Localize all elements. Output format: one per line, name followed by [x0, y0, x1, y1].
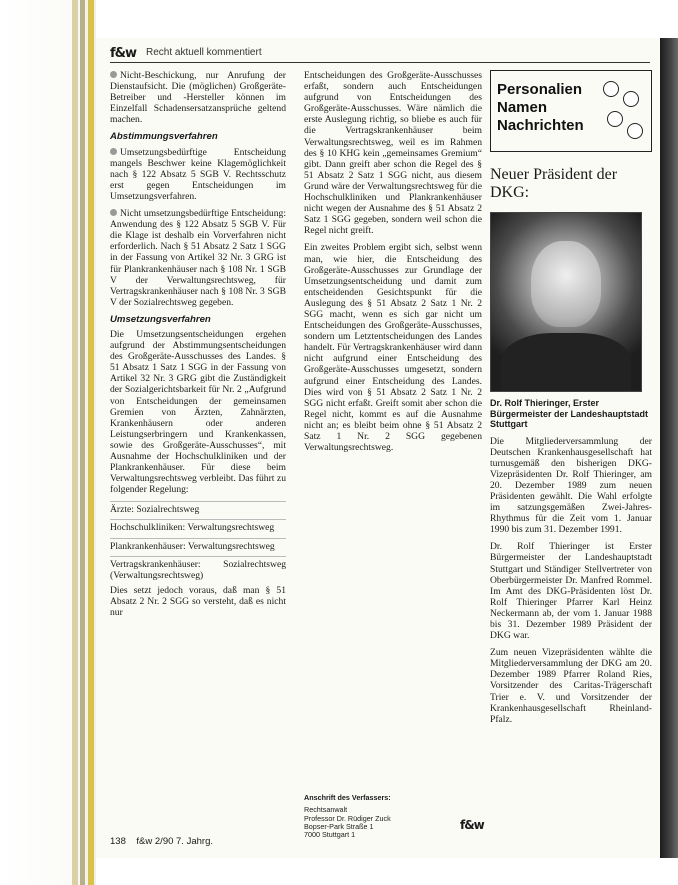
- page-header: [110, 46, 650, 63]
- article-headline: Neuer Präsident der DKG:: [490, 166, 618, 201]
- list-item: Ärzte: Sozialrechtsweg: [110, 501, 286, 515]
- issue-label: f&w 2/90 7. Jahrg.: [136, 836, 213, 847]
- paragraph: Entscheidungen des Großgeräte-Ausschusses erfaßt, sondern auch Entscheidungen aufgrund von Entscheidungen des Großgeräte-Ausschusses. Wäre nämlich die erste Auslegung richtig, so bliebe es auch für die Vertragskrankenhäuser beim Verwaltungsrechtsweg, weil es im Rahmen des § 10 KHG kein „gemeinsames Gremium“ gibt. Dann greift aber schon die Regel des § 51 Absatz 2 Satz 1 SGG nicht, aus diesem Grund wäre der Verwaltungsrechtsweg für die Hochschulkliniken und Plankrankenhäuser nicht wegen der Ausnahme des § 51 Absatz 2 Satz 1 SGG gegeben, sondern weil schon die Regel nicht greift.: [304, 70, 482, 237]
- paragraph: Nicht-Beschickung, nur Anrufung der Dienstaufsicht. Die (möglichen) Großgeräte-Betreiber und -Hersteller können im Einzelfall Schadensersatzansprüche geltend machen.: [110, 70, 286, 126]
- address-line: Bopser-Park Straße 1: [304, 821, 374, 831]
- paragraph: Ein zweites Problem ergibt sich, selbst wenn man, wie hier, die Entscheidung des Großgeräte-Ausschusses zur Grundlage der Umsetzungsentscheidung und damit zum entscheidenden Gesichtspunkt für die Auslegung des § 51 Absatz 2 Satz 1 Nr. 2 SGG macht, wenn es sich gar nicht um Entscheidungen des Großgeräte-Ausschusses, sondern um Letztentscheidungen des Landes handelt. Für Vertragskrankenhäuser wird dann nicht aufgrund einer Entscheidung des Großgeräte-Ausschusses umgesetzt, sondern aufgrund einer Entscheidung des Landes. Dies wird von § 51 Absatz 2 Satz 1 Nr. 2 SGG nicht erfaßt. Greift somit aber schon die Regel nicht, kommt es auf die Ausnahme nicht an; es bleibt beim ohne § 51 Absatz 2 Satz 1 Nr. 2 SGG gegebenen Verwaltungsrechtsweg.: [304, 242, 482, 454]
- portrait-photo: [490, 212, 642, 392]
- footer-logo: f&w: [460, 818, 484, 832]
- magazine-logo: f&w: [110, 46, 137, 61]
- list-item: Vertragskrankenhäuser: Sozialrechtsweg (Verwaltungsrechtsweg): [110, 556, 286, 581]
- section-heading: Umsetzungsverfahren: [110, 313, 211, 325]
- personalien-box: [490, 70, 652, 152]
- bullet-icon: [110, 148, 117, 155]
- column-left: [110, 70, 286, 624]
- running-head: Recht aktuell kommentiert: [146, 47, 262, 58]
- list-item: Hochschulkliniken: Verwaltungsrechtsweg: [110, 519, 286, 533]
- address-line: Rechtsanwalt: [304, 805, 348, 815]
- rechtsweg-list: [110, 501, 286, 580]
- address-line: 7000 Stuttgart 1: [304, 830, 356, 840]
- page-shadow-edge: [660, 38, 678, 858]
- paragraph: Dies setzt jedoch voraus, daß man § 51 Absatz 2 Nr. 2 SGG so versteht, daß es nicht nur: [110, 584, 286, 619]
- list-item: Plankrankenhäuser: Verwaltungsrechtsweg: [110, 538, 286, 552]
- address-title: Anschrift des Verfassers:: [304, 793, 391, 802]
- column-middle: [304, 70, 482, 459]
- magazine-page: [96, 38, 662, 858]
- paragraph: Dr. Rolf Thieringer ist Erster Bürgermeister der Landeshauptstadt Stuttgart und Ständiger Stellvertreter von Oberbürgermeister Dr. Manfred Rommel. Im Amt des DKG-Präsidenten löst Dr. Rolf Thieringer Pfarrer Karl Heinz Neckermann ab, der vom 1. Januar 1988 bis 31. Dezember 1989 Präsident der DKG war.: [490, 541, 652, 642]
- paragraph: Die Umsetzungsentscheidungen ergehen aufgrund der Abstimmungsentscheidungen des Großgeräte-Ausschusses des Landes. § 51 Absatz 1 Satz 1 SGG in der Fassung von Artikel 32 Nr. 3 GRG gibt die Zuständigkeit der Sozialgerichtsbarkeit für Nr. 2 „Aufgrund von Entscheidungen der gemeinsamen Gremien von Ärzten, Zahnärzten, Krankenhäusern oder anderen Leistungserbringern und Krankenkassen, sowie des Großgeräte-Ausschusses“, mit Ausnahme der Hochschulkliniken und der Plankrankenhäuser. Für diese beim Verwaltungsrechtsweg verbleibt. Das führt zu folgender Regelung:: [110, 328, 286, 496]
- column-right: [490, 70, 652, 731]
- page-number: 138: [110, 836, 126, 847]
- section-heading: Abstimmungsverfahren: [110, 131, 218, 143]
- bullet-icon: [110, 71, 117, 78]
- address-line: Professor Dr. Rüdiger Zuck: [304, 813, 391, 823]
- bullet-icon: [110, 209, 117, 216]
- paragraph: Die Mitgliederversammlung der Deutschen Krankenhausgesellschaft hat turnusgemäß den bisherigen DKG-Vizepräsidenten Dr. Rolf Thieringer, am 20. Dezember 1989 zum neuen Präsidenten gewählt. Die Wahl erfolgte im satzungsgemäßen Zwei-Jahres-Rhythmus für die Zeit vom 1. Januar 1990 bis zum 31. Dezember 1991.: [490, 435, 652, 536]
- people-icon: [597, 77, 647, 147]
- paragraph: Umsetzungsbedürftige Entscheidung mangels Beschwer keine Klagemöglichkeit nach § 122 Absatz 5 SGB V. Rechtsschutz erst gegen Entscheidungen im Umsetzungsverfahren.: [110, 146, 286, 202]
- paragraph: Zum neuen Vizepräsidenten wählte die Mitgliederversammlung der DKG am 20. Dezember 1989 Pfarrer Roland Ries, Vorsitzender des Caritas-Trägerschaft Trier e. V. und Vorsitzender der Krankenhausgesellschaft Rheinland-Pfalz.: [490, 647, 652, 725]
- photo-caption: Dr. Rolf Thieringer, Erster Bürgermeister der Landeshauptstadt Stuttgart: [490, 398, 649, 429]
- binder-edge: [0, 0, 96, 885]
- author-address: [304, 794, 414, 839]
- page-footer: [110, 836, 213, 847]
- box-title: Personalien Namen Nachrichten: [497, 81, 584, 134]
- paragraph: Nicht umsetzungsbedürftige Entscheidung: Anwendung des § 122 Absatz 5 SGB V. Für die Klage ist deshalb ein Vorverfahren nicht erforderlich. Nach § 51 Absatz 2 Satz 1 SGG in der Fassung von Artikel 32 Nr. 3 GRG ist für Plankrankenhäuser nach § 108 Nr. 1 SGB V der Verwaltungsrechtsweg, für Vertragskrankenhäuser nach § 108 Nr. 3 SGB V der Sozialrechtsweg gegeben.: [110, 208, 286, 308]
